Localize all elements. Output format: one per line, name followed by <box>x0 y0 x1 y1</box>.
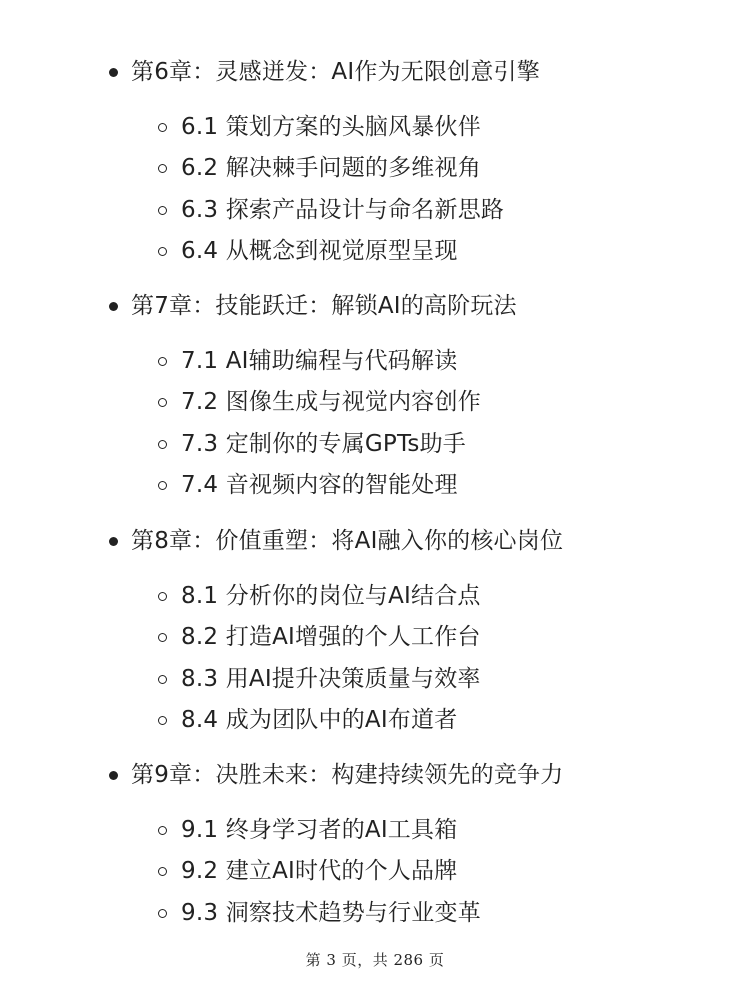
section-item[interactable] <box>0 232 750 272</box>
section-item[interactable] <box>0 577 750 617</box>
chapter-item[interactable] <box>0 52 750 92</box>
bullet-circle-icon <box>158 675 167 684</box>
section-title: 8.1 分析你的岗位与AI结合点 <box>181 583 481 609</box>
bullet-circle-icon <box>158 867 167 876</box>
bullet-circle-icon <box>158 909 167 918</box>
bullet-circle-icon <box>158 633 167 642</box>
section-title: 9.2 建立AI时代的个人品牌 <box>181 858 458 884</box>
bullet-disc-icon <box>109 302 118 311</box>
section-title: 9.1 终身学习者的AI工具箱 <box>181 817 458 843</box>
chapter-item[interactable] <box>0 755 750 795</box>
section-title: 6.4 从概念到视觉原型呈现 <box>181 238 458 264</box>
section-title: 7.1 AI辅助编程与代码解读 <box>181 348 458 374</box>
section-item[interactable] <box>0 383 750 423</box>
bullet-circle-icon <box>158 826 167 835</box>
section-item[interactable] <box>0 618 750 658</box>
page-footer <box>0 949 750 970</box>
section-item[interactable] <box>0 811 750 851</box>
section-item[interactable] <box>0 660 750 700</box>
bullet-circle-icon <box>158 164 167 173</box>
chapter-item[interactable] <box>0 521 750 561</box>
chapter-title: 第8章：价值重塑：将AI融入你的核心岗位 <box>131 528 564 554</box>
page-number-label: 第 3 页，共 286 页 <box>305 951 445 969</box>
section-item[interactable] <box>0 191 750 231</box>
bullet-circle-icon <box>158 481 167 490</box>
bullet-circle-icon <box>158 247 167 256</box>
section-title: 8.4 成为团队中的AI布道者 <box>181 707 458 733</box>
bullet-circle-icon <box>158 206 167 215</box>
section-item[interactable] <box>0 701 750 741</box>
section-item[interactable] <box>0 425 750 465</box>
section-title: 7.4 音视频内容的智能处理 <box>181 472 458 498</box>
section-title: 6.1 策划方案的头脑风暴伙伴 <box>181 114 481 140</box>
bullet-circle-icon <box>158 398 167 407</box>
bullet-circle-icon <box>158 440 167 449</box>
bullet-disc-icon <box>109 68 118 77</box>
section-item[interactable] <box>0 466 750 506</box>
bullet-disc-icon <box>109 537 118 546</box>
section-item[interactable] <box>0 852 750 892</box>
chapter-title: 第7章：技能跃迁：解锁AI的高阶玩法 <box>131 293 517 319</box>
section-title: 7.3 定制你的专属GPTs助手 <box>181 431 467 457</box>
section-title: 6.2 解决棘手问题的多维视角 <box>181 155 481 181</box>
section-title: 6.3 探索产品设计与命名新思路 <box>181 197 505 223</box>
section-title: 8.3 用AI提升决策质量与效率 <box>181 666 481 692</box>
bullet-disc-icon <box>109 771 118 780</box>
section-item[interactable] <box>0 894 750 934</box>
section-title: 9.3 洞察技术趋势与行业变革 <box>181 900 481 926</box>
chapter-title: 第9章：决胜未来：构建持续领先的竞争力 <box>131 762 564 788</box>
section-item[interactable] <box>0 149 750 189</box>
section-item[interactable] <box>0 108 750 148</box>
chapter-title: 第6章：灵感迸发：AI作为无限创意引擎 <box>131 59 540 85</box>
bullet-circle-icon <box>158 716 167 725</box>
section-title: 8.2 打造AI增强的个人工作台 <box>181 624 481 650</box>
bullet-circle-icon <box>158 357 167 366</box>
section-item[interactable] <box>0 342 750 382</box>
section-title: 7.2 图像生成与视觉内容创作 <box>181 389 481 415</box>
bullet-circle-icon <box>158 123 167 132</box>
bullet-circle-icon <box>158 592 167 601</box>
chapter-item[interactable] <box>0 286 750 326</box>
